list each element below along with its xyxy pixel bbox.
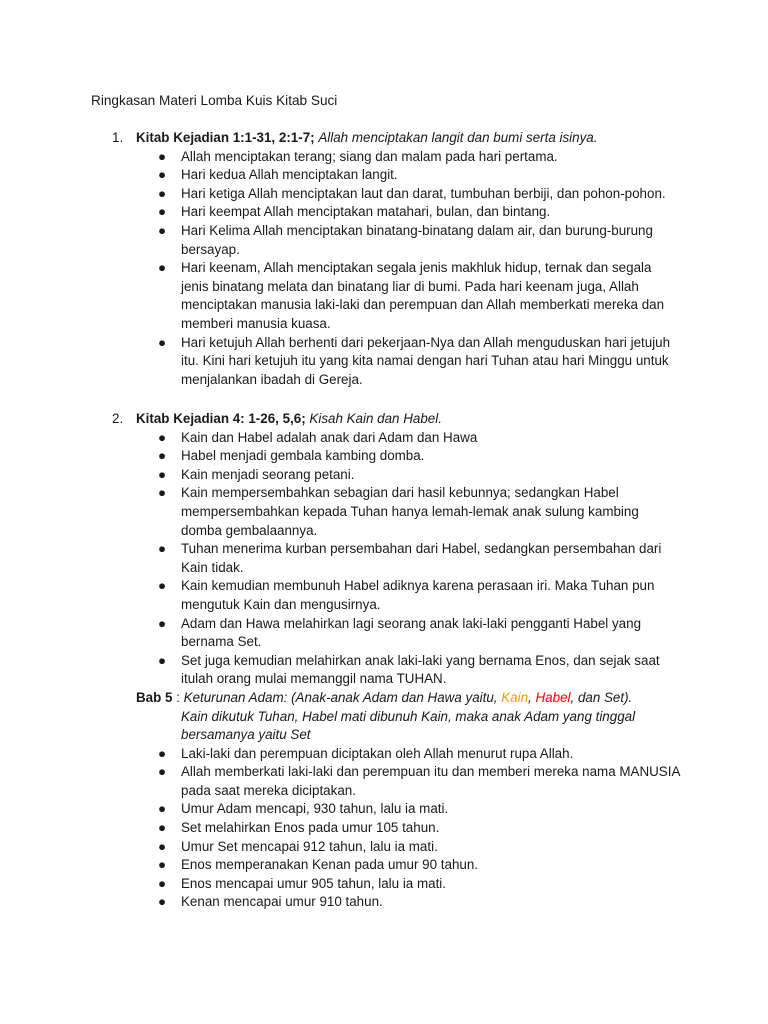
bullet-icon: ● — [158, 801, 167, 817]
chapter-summary: Kain dikutuk Tuhan, Habel mati dibunuh Kain, maka anak Adam yang tinggal bersamanya yaitu Set — [181, 708, 636, 743]
list-item: ● Allah memberkati laki-laki dan perempuan itu dan memberi mereka nama MANUSIA pada saat mereka diciptakan. — [158, 764, 680, 798]
bullet-icon: ● — [158, 222, 167, 238]
list-item: ● Habel menjadi gembala kambing domba. — [0, 447, 681, 466]
list-item: ● Laki-laki dan perempuan diciptakan oleh Allah menurut rupa Allah. — [0, 745, 681, 764]
list-item: ● Kain kemudian membunuh Habel adiknya karena perasaan iri. Maka Tuhan pun mengutuk Kain dan mengusirnya. — [158, 578, 655, 612]
bullet-icon: ● — [158, 148, 167, 164]
section-number: 1. — [112, 130, 124, 145]
list-item: ● Set melahirkan Enos pada umur 105 tahun. — [0, 819, 681, 838]
bullet-icon: ● — [158, 745, 167, 761]
list-item: ● Enos memperanakan Kenan pada umur 90 tahun. — [0, 856, 681, 875]
scripture-reference: Kitab Kejadian 1:1-31, 2:1-7; — [136, 130, 315, 145]
section-heading — [0, 129, 768, 148]
list-item: ● Hari keempat Allah menciptakan matahari, bulan, dan bintang. — [0, 203, 681, 222]
bullet-icon: ● — [158, 429, 167, 445]
section-heading — [0, 410, 768, 429]
section-2 — [0, 410, 768, 912]
bullet-icon: ● — [158, 820, 167, 836]
bullet-list — [0, 148, 768, 390]
bullet-icon: ● — [158, 875, 167, 891]
list-item: ● Hari kedua Allah menciptakan langit. — [0, 166, 681, 185]
document-title: Ringkasan Materi Lomba Kuis Kitab Suci — [91, 93, 338, 108]
bullet-icon: ● — [158, 652, 167, 668]
section-number: 2. — [112, 411, 124, 426]
bullet-icon: ● — [158, 857, 167, 873]
bullet-icon: ● — [158, 541, 167, 557]
list-item: ● Hari Kelima Allah menciptakan binatang-binatang dalam air, dan burung-burung bersayap. — [158, 222, 653, 257]
list-item: ● Hari ketujuh Allah berhenti dari pekerjaan-Nya dan Allah menguduskan hari jetujuh itu. Kini hari ketujuh itu yang kita namai dengan hari Tuhan atau hari Minggu untuk menjalankan ibadah di Gereja. — [158, 334, 671, 387]
bullet-list — [0, 745, 768, 912]
list-item: ● Kain dan Habel adalah anak dari Adam dan Hawa — [0, 429, 681, 448]
section-summary: Kisah Kain dan Habel. — [309, 411, 442, 426]
bullet-icon: ● — [158, 260, 167, 276]
bullet-icon: ● — [158, 485, 167, 501]
bullet-icon: ● — [158, 894, 167, 910]
bullet-icon: ● — [158, 334, 167, 350]
scripture-reference: Kitab Kejadian 4: 1-26, 5,6; — [136, 411, 306, 426]
name-kain: Kain — [501, 689, 529, 705]
list-item: ● Enos mencapai umur 905 tahun, lalu ia mati. — [0, 875, 681, 894]
list-item: ● Adam dan Hawa melahirkan lagi seorang anak laki-laki pengganti Habel yang bernama Set. — [158, 615, 642, 650]
list-item: ● Tuhan menerima kurban persembahan dari Habel, sedangkan persembahan dari Kain tidak. — [158, 541, 662, 575]
chapter-intro: Keturunan Adam: (Anak-anak Adam dan Hawa yaitu, Kain, Habel, dan Set). — [183, 689, 633, 705]
bullet-icon: ● — [158, 448, 167, 464]
list-item: ● Hari keenam, Allah menciptakan segala jenis makhluk hidup, ternak dan segala jenis binatang melata dan binatang liar di bumi. Pada hari keenam juga, Allah menciptakan manusia laki-laki dan perempuan dan Allah memberkati mereka dan memberi manusia kuasa. — [158, 260, 665, 331]
section-1 — [0, 129, 768, 389]
list-item: ● Umur Adam mencapi, 930 tahun, lalu ia mati. — [0, 800, 681, 819]
bullet-icon: ● — [158, 764, 167, 780]
bullet-icon: ● — [158, 204, 167, 220]
chapter-label: Bab 5 — [136, 689, 173, 705]
chapter-5-heading: Bab 5 : Keturunan Adam: (Anak-anak Adam dan Hawa yaitu, Kain, Habel, dan Set). Kain dikutuk Tuhan, Habel mati dibunuh Kain, maka anak Adam yang tinggal bersamanya yaitu Set — [0, 689, 676, 745]
list-item: ● Allah menciptakan terang; siang dan malam pada hari pertama. — [0, 148, 681, 167]
bullet-icon: ● — [158, 615, 167, 631]
list-item: ● Set juga kemudian melahirkan anak laki-laki yang bernama Enos, dan sejak saat itulah orang mulai memanggil nama TUHAN. — [158, 652, 660, 687]
bullet-icon: ● — [158, 838, 167, 854]
bullet-icon: ● — [158, 578, 167, 594]
bullet-icon: ● — [158, 185, 167, 201]
list-item: ● Kain menjadi seorang petani. — [0, 466, 681, 485]
name-habel: Habel — [535, 689, 571, 705]
bullet-icon: ● — [158, 466, 167, 482]
list-item: ● Umur Set mencapai 912 tahun, lalu ia mati. — [0, 838, 681, 857]
section-summary: Allah menciptakan langit dan bumi serta isinya. — [318, 130, 598, 145]
list-item: ● Hari ketiga Allah menciptakan laut dan darat, tumbuhan berbiji, dan pohon-pohon. — [0, 185, 681, 204]
bullet-icon: ● — [158, 167, 167, 183]
bullet-list — [0, 429, 768, 689]
list-item: ● Kain mempersembahkan sebagian dari hasil kebunnya; sedangkan Habel mempersembahkan kepada Tuhan hanya lemah-lemak anak sulung kambing domba gembalaannya. — [158, 485, 639, 538]
list-item: ● Kenan mencapai umur 910 tahun. — [0, 893, 681, 912]
